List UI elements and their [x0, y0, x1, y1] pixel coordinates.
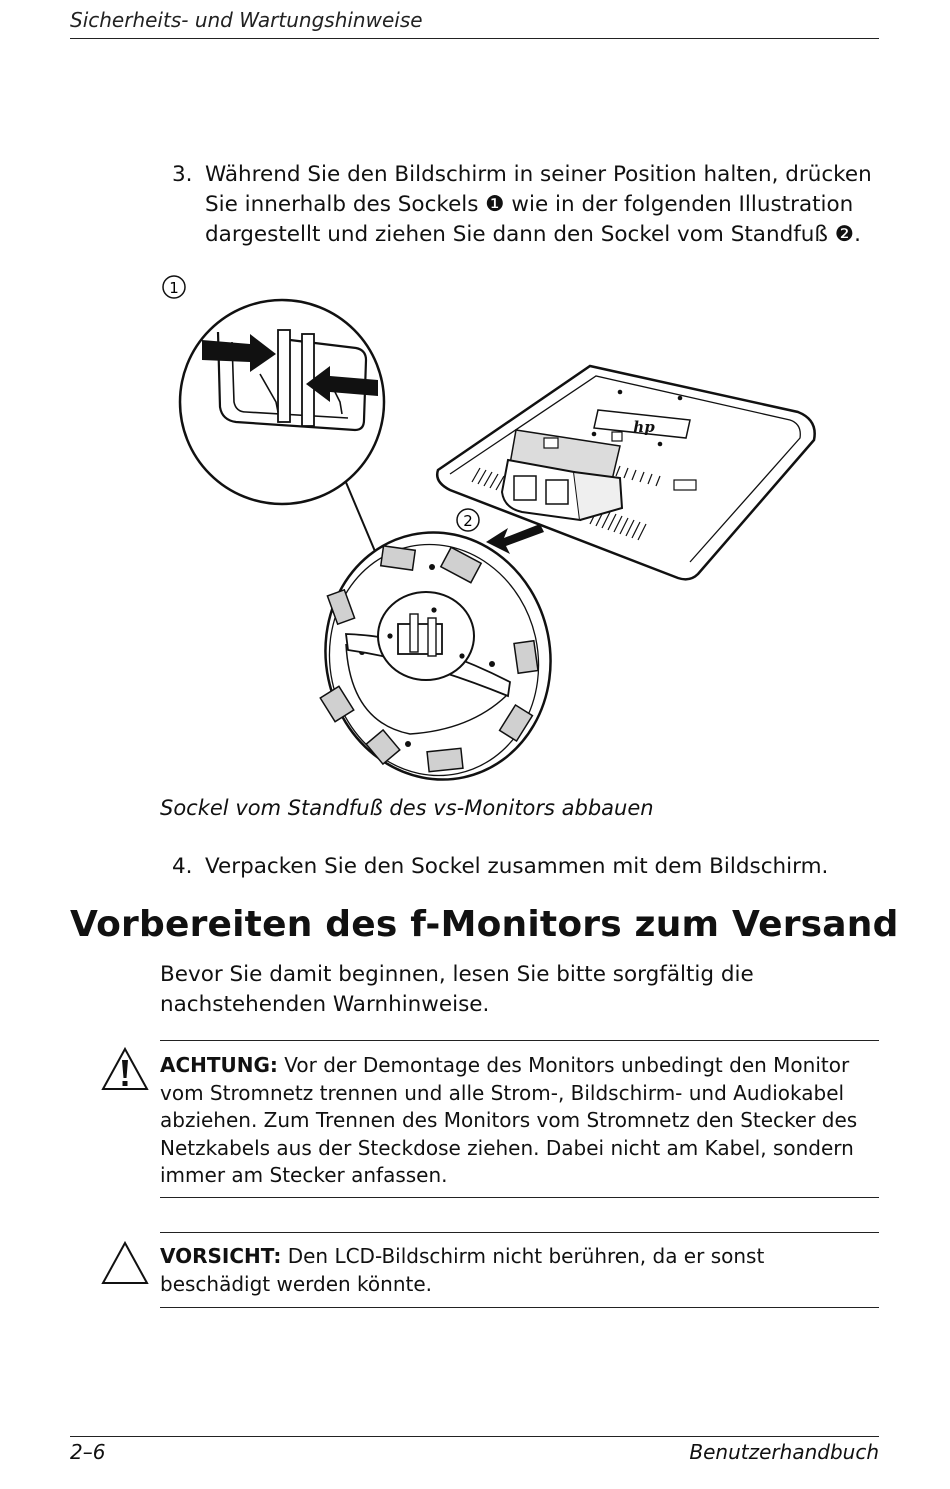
step-number: 4. — [172, 854, 193, 879]
header-rule — [70, 38, 879, 39]
notice-label: ACHTUNG: — [160, 1053, 278, 1077]
stand-base — [303, 511, 574, 782]
sockel-removal-illustration — [150, 262, 890, 782]
detail-magnifier — [180, 300, 384, 504]
monitor-back — [437, 366, 814, 579]
hp-logo: hp — [633, 418, 655, 436]
pull-arrow — [486, 524, 544, 554]
notice-rule-bottom — [160, 1197, 879, 1198]
callout-2-label: 2 — [463, 512, 473, 530]
warning-exclamation-icon — [100, 1046, 150, 1092]
achtung-notice — [160, 1052, 860, 1190]
header-title: Sicherheits- und Wartungshinweise — [70, 8, 423, 32]
section-title: Vorbereiten des f-Monitors zum Versand — [70, 904, 899, 945]
step-number: 3. — [172, 162, 193, 187]
notice-rule-top — [160, 1040, 879, 1041]
book-title: Benutzerhandbuch — [689, 1440, 879, 1464]
notice-text: Vor der Demontage des Monitors unbedingt den Monitor vom Stromnetz trennen und alle Strom-, Bildschirm- und Audiokabel abziehen. Zum Trennen des Monitors vom Stromnetz den Stecker des Netzkabels aus der Steckdose ziehen. Dabei nicht am Kabel, sondern immer am Stecker anfassen. — [160, 1053, 858, 1187]
step-4 — [172, 852, 882, 882]
figure-caption: Sockel vom Standfuß des vs-Monitors abbauen — [160, 796, 654, 820]
notice-text: Den LCD-Bildschirm nicht berühren, da er sonst beschädigt werden könnte. — [160, 1244, 765, 1296]
notice-label: VORSICHT: — [160, 1244, 282, 1268]
notice-rule-bottom — [160, 1307, 879, 1308]
step-3 — [172, 160, 882, 250]
footer-rule — [70, 1436, 879, 1437]
page-number: 2–6 — [70, 1440, 106, 1464]
notice-rule-top — [160, 1232, 879, 1233]
section-intro: Bevor Sie damit beginnen, lesen Sie bitte sorgfältig die nachstehenden Warnhinweise. — [160, 962, 754, 1017]
caution-triangle-icon — [100, 1240, 150, 1286]
step-text: Während Sie den Bildschirm in seiner Position halten, drücken Sie innerhalb des Sockels ❶ wie in der folgenden Illustration dargestellt und ziehen Sie dann den Sockel vom Standfuß ❷. — [205, 162, 872, 247]
vorsicht-notice — [160, 1243, 860, 1298]
step-text: Verpacken Sie den Sockel zusammen mit dem Bildschirm. — [205, 854, 829, 879]
callout-1-label: 1 — [169, 279, 179, 297]
